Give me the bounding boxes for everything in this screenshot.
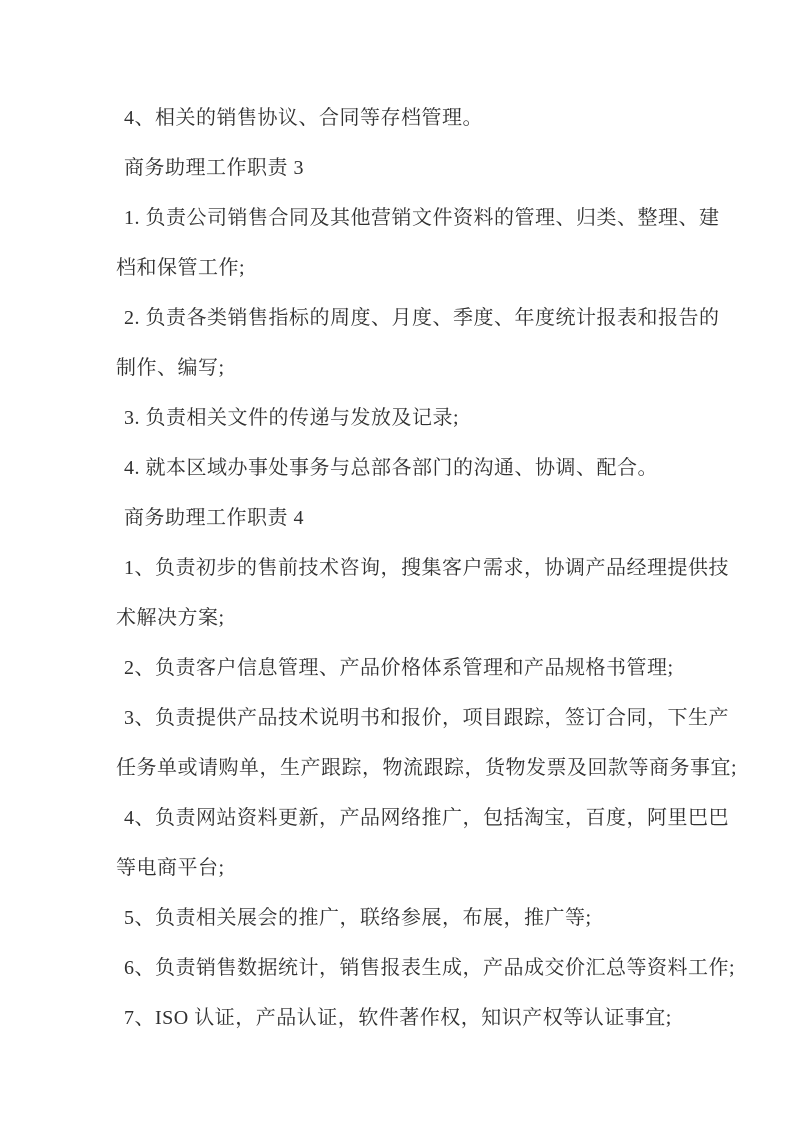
document-line-list-item: 5、负责相关展会的推广，联络参展，布展，推广等;: [124, 907, 592, 929]
document-line-list-item: 7、ISO 认证，产品认证，软件著作权，知识产权等认证事宜;: [124, 1007, 672, 1029]
document-line-list-item: 1、负责初步的售前技术咨询，搜集客户需求，协调产品经理提供技: [124, 557, 729, 579]
document-line-list-item: 2. 负责各类销售指标的周度、月度、季度、年度统计报表和报告的: [124, 307, 720, 329]
document-line-list-item-continuation: 任务单或请购单，生产跟踪，物流跟踪，货物发票及回款等商务事宜;: [116, 757, 738, 779]
document-text-block: [116, 93, 756, 1043]
document-line-list-item: 1. 负责公司销售合同及其他营销文件资料的管理、归类、整理、建: [124, 207, 720, 229]
document-line-list-item: 6、负责销售数据统计，销售报表生成，产品成交价汇总等资料工作;: [124, 957, 736, 979]
document-line-list-item: 2、负责客户信息管理、产品价格体系管理和产品规格书管理;: [124, 657, 674, 679]
document-line-section-heading: 商务助理工作职责 3: [124, 157, 304, 179]
document-line-list-item: 4、负责网站资料更新，产品网络推广，包括淘宝，百度，阿里巴巴: [124, 807, 729, 829]
document-line-list-item: 4、相关的销售协议、合同等存档管理。: [124, 107, 483, 129]
document-line-list-item-continuation: 制作、编写;: [116, 357, 225, 379]
document-line-section-heading: 商务助理工作职责 4: [124, 507, 304, 529]
document-line-list-item: 3、负责提供产品技术说明书和报价，项目跟踪，签订合同，下生产: [124, 707, 729, 729]
document-line-list-item: 4. 就本区域办事处事务与总部各部门的沟通、协调、配合。: [124, 457, 658, 479]
document-line-list-item: 3. 负责相关文件的传递与发放及记录;: [124, 407, 460, 429]
document-line-list-item-continuation: 等电商平台;: [116, 857, 225, 879]
document-line-list-item-continuation: 档和保管工作;: [116, 257, 246, 279]
document-line-list-item-continuation: 术解决方案;: [116, 607, 225, 629]
